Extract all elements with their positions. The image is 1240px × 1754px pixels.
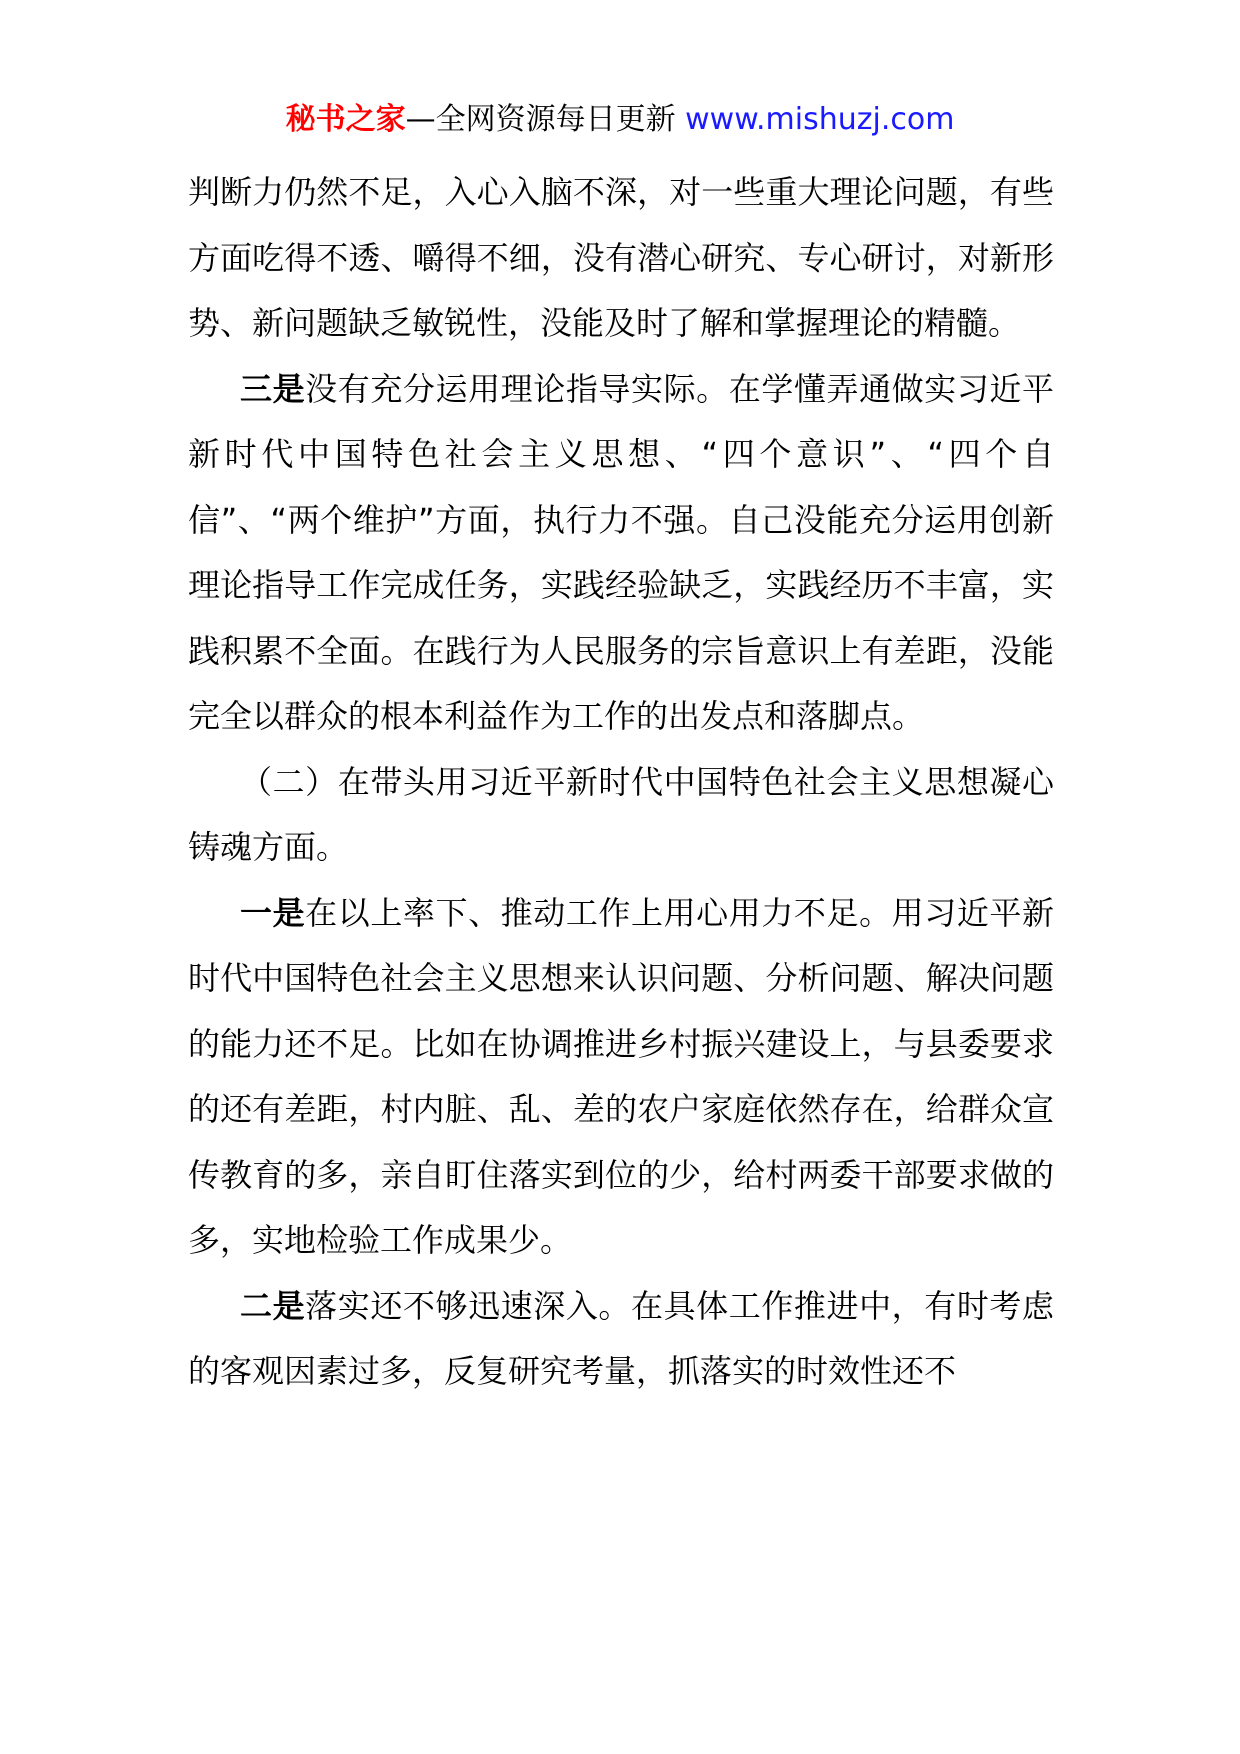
paragraph-point-one (188, 881, 1054, 1274)
document-body (188, 160, 1054, 1405)
paragraph-lead: 三是 (240, 369, 306, 408)
paragraph-text: 在以上率下、推动工作上用心用力不足。用习近平新时代中国特色社会主义思想来认识问题、分析问题、解决问题的能力还不足。比如在协调推进乡村振兴建设上，与县委要求的还有差距，村内脏、乱、差的农户家庭依然存在，给群众宣传教育的多，亲自盯住落实到位的少，给村两委干部要求做的多，实地检验工作成果少。 (188, 893, 1054, 1259)
header-url[interactable]: www.mishuzj.com (685, 102, 955, 137)
paragraph-continuation (188, 160, 1054, 357)
paragraph-lead: 二是 (240, 1286, 306, 1325)
watermark-header (0, 100, 1240, 140)
section-heading-two (188, 750, 1054, 881)
paragraph-text: 没有充分运用理论指导实际。在学懂弄通做实习近平新时代中国特色社会主义思想、“四个意识”、“四个自信”、“两个维护”方面，执行力不强。自己没能充分运用创新理论指导工作完成任务，实践经验缺乏，实践经历不丰富，实践积累不全面。在践行为人民服务的宗旨意识上有差距，没能完全以群众的根本利益作为工作的出发点和落脚点。 (188, 369, 1054, 735)
paragraph-point-two (188, 1274, 1054, 1405)
header-tagline: —全网资源每日更新 (405, 102, 676, 137)
paragraph-text: 落实还不够迅速深入。在具体工作推进中，有时考虑的客观因素过多，反复研究考量，抓落实的时效性还不 (188, 1286, 1054, 1390)
paragraph-point-three (188, 357, 1054, 750)
paragraph-text: （二）在带头用习近平新时代中国特色社会主义思想凝心铸魂方面。 (188, 762, 1054, 866)
paragraph-lead: 一是 (240, 893, 306, 932)
header-brand: 秘书之家 (285, 102, 406, 137)
paragraph-text: 判断力仍然不足，入心入脑不深，对一些重大理论问题，有些方面吃得不透、嚼得不细，没有潜心研究、专心研讨，对新形势、新问题缺乏敏锐性，没能及时了解和掌握理论的精髓。 (188, 173, 1054, 342)
